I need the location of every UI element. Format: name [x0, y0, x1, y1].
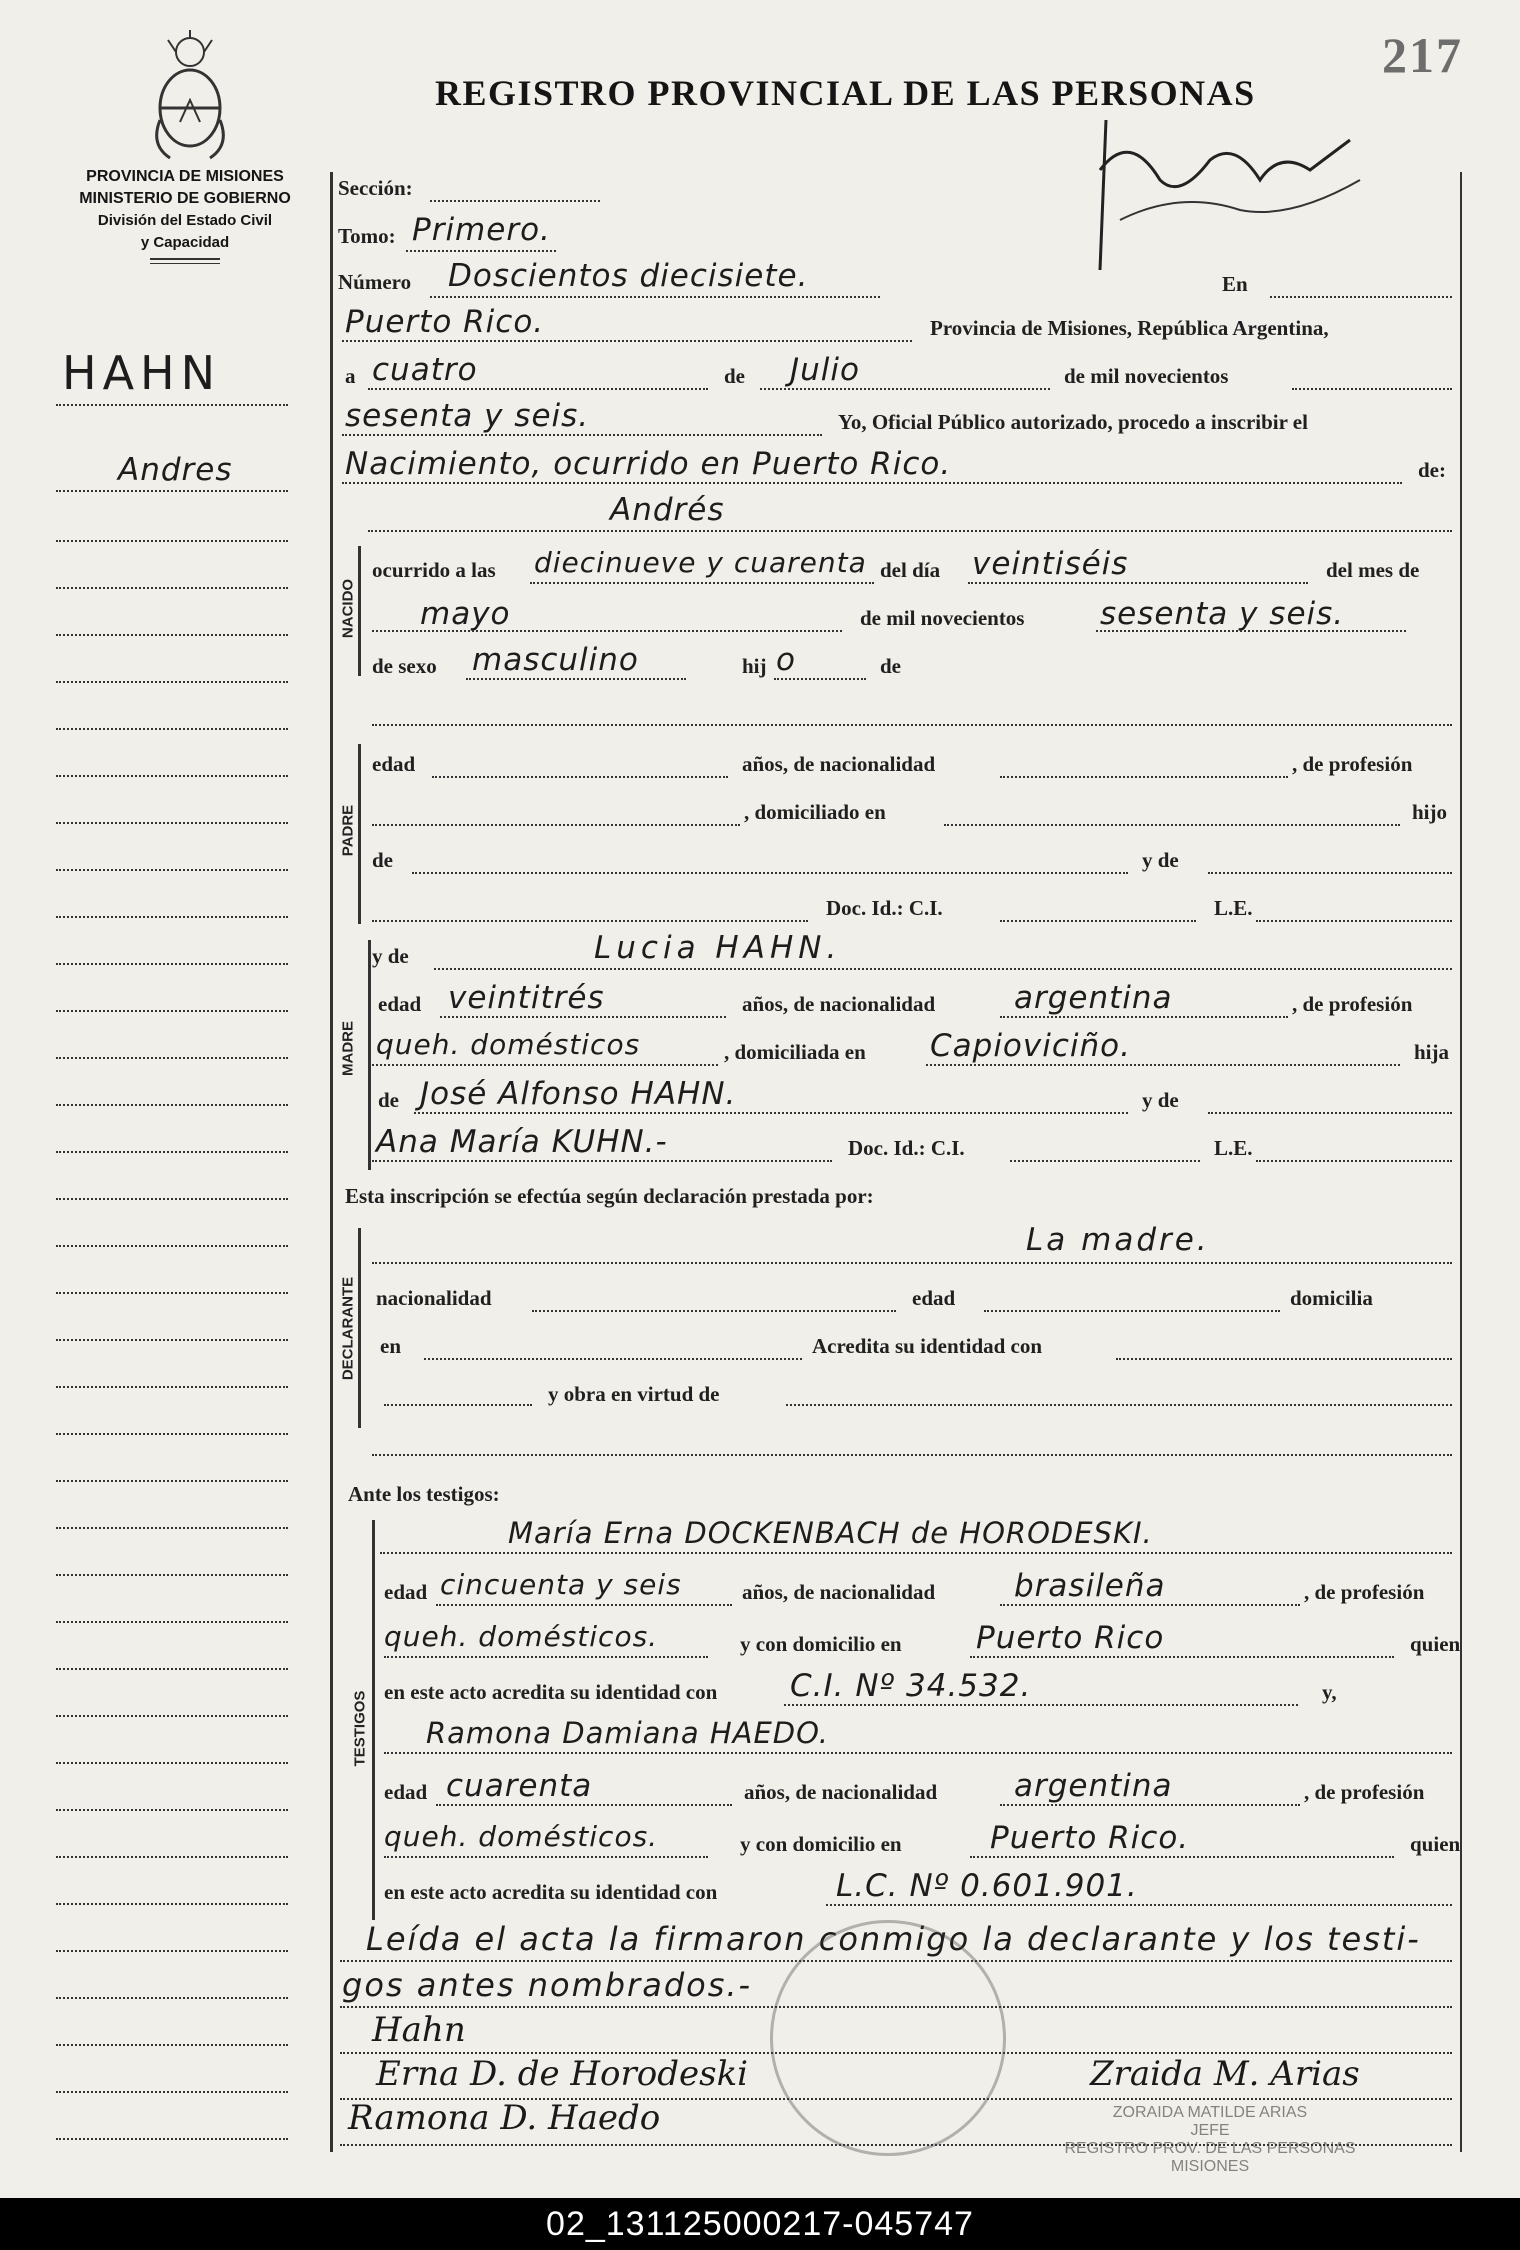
month-line [760, 388, 1050, 390]
margin-line [56, 1809, 288, 1811]
declarante-acredita-line [1116, 1358, 1452, 1360]
mother-parent2: Ana María KUHN.- [376, 1124, 668, 1160]
hijo-line [774, 678, 866, 680]
org-underline2 [150, 263, 220, 264]
w1-acredita-label: en este acto acredita su identidad con [384, 1680, 718, 1704]
closing-line1: Leída el acta la firmaron conmigo la declarante y los testi- [366, 1920, 1421, 1958]
scan-identifier: 02_131125000217-045747 [0, 2198, 1520, 2250]
witness2-age: cuarenta [446, 1768, 593, 1804]
place-line [342, 340, 912, 342]
declarante-edad-line [984, 1310, 1280, 1312]
margin-line [56, 1386, 288, 1388]
nacido-section-label: NACIDO [339, 578, 357, 639]
w2-acredita-label: en este acto acredita su identidad con [384, 1880, 718, 1904]
signature-witness1: Erna D. de Horodeski [376, 2054, 749, 2094]
padre-name-line [372, 724, 1452, 726]
margin-line [56, 2044, 288, 2046]
margin-line [56, 1997, 288, 1999]
madre-anos-label: años, de nacionalidad [742, 992, 936, 1016]
margin-line [56, 1433, 288, 1435]
padre-y-de-line [1208, 872, 1452, 874]
declarante-obra-line [786, 1404, 1452, 1406]
declarante-obra-pre-line [384, 1404, 532, 1406]
witness2-id: L.C. Nº 0.601.901. [836, 1868, 1138, 1904]
padre-prof-line [372, 824, 740, 826]
padre-edad-line [432, 776, 728, 778]
w2-edad-line [436, 1804, 732, 1806]
month-value: Julio [790, 352, 860, 388]
document-title: REGISTRO PROVINCIAL DE LAS PERSONAS [435, 73, 1256, 113]
org-province: PROVINCIA DE MISIONES [86, 168, 284, 185]
padre-doc-label: Doc. Id.: C.I. [826, 896, 943, 920]
w2-dom-line [970, 1856, 1394, 1858]
child-name-line [368, 530, 1452, 532]
madre-y-de2-label: y de [1142, 1088, 1179, 1112]
declarante-domicilio-label: domicilia [1290, 1286, 1373, 1310]
witness1-age: cincuenta y seis [440, 1568, 682, 1601]
signature-registrar: Zraida M. Arias [1090, 2054, 1360, 2094]
nacido-day-line [968, 582, 1308, 584]
declarante-edad-label: edad [912, 1286, 956, 1310]
padre-le-line [1256, 920, 1452, 922]
declarante-name-line [372, 1262, 1452, 1264]
numero-label: Número [338, 270, 412, 294]
mother-age: veintitrés [448, 980, 605, 1016]
day-line [368, 388, 708, 390]
mother-profession: queh. domésticos [376, 1028, 641, 1061]
mother-nationality: argentina [1014, 980, 1173, 1016]
margin-line [56, 1668, 288, 1670]
de-colon-label: de: [1418, 458, 1446, 482]
margin-line [56, 1198, 288, 1200]
stamp-title: JEFE [1190, 2122, 1230, 2139]
nacido-year-label: de mil novecientos [860, 606, 1025, 630]
madre-y-de-label: y de [372, 944, 409, 968]
province-label: Provincia de Misiones, República Argentina, [930, 316, 1329, 340]
madre-dom-line [926, 1064, 1400, 1066]
madre-domiciliada-label: , domiciliada en [724, 1040, 866, 1064]
madre-doc-label: Doc. Id.: C.I. [848, 1136, 965, 1160]
padre-de-line [412, 872, 1128, 874]
padre-bracket [358, 744, 361, 924]
stamp-name: ZORAIDA MATILDE ARIAS [1112, 2104, 1308, 2121]
en-label: En [1222, 272, 1248, 296]
page-number: 217 [1382, 27, 1463, 83]
declarante-obra-label: y obra en virtud de [548, 1382, 720, 1406]
w2-nac-line [1000, 1804, 1300, 1806]
margin-line [56, 681, 288, 683]
sexo-label: de sexo [372, 654, 437, 678]
declarante-section-label: DECLARANTE [339, 1276, 357, 1381]
act-line [342, 482, 1402, 484]
w2-edad-label: edad [384, 1780, 428, 1804]
declarante-intro: Esta inscripción se efectúa según declaración prestada por: [345, 1184, 874, 1208]
del-dia-label: del día [880, 558, 941, 582]
declarante-en-label: en [380, 1334, 401, 1358]
margin-line [56, 1903, 288, 1905]
padre-y-de-label: y de [1142, 848, 1179, 872]
nacido-de-label: de [880, 654, 901, 678]
madre-y-de2-line [1208, 1112, 1452, 1114]
org-capacity: y Capacidad [140, 234, 230, 251]
closing-line2: gos antes nombrados.- [342, 1966, 753, 2004]
margin-surname: HAHN [62, 346, 222, 400]
year-prefix-line [1292, 388, 1452, 390]
de-label: de [724, 364, 745, 388]
w1-profesion-label: , de profesión [1304, 1580, 1425, 1604]
margin-line [56, 1621, 288, 1623]
madre-profesion-label: , de profesión [1292, 992, 1413, 1016]
padre-hijo-label: hijo [1412, 800, 1448, 824]
margin-line [56, 1104, 288, 1106]
madre-bracket [368, 940, 371, 1170]
w2-domicilio-label: y con domicilio en [740, 1832, 902, 1856]
ocurrido-label: ocurrido a las [372, 558, 496, 582]
year-value: sesenta y seis. [345, 398, 590, 434]
margin-line [56, 869, 288, 871]
mother-name: Lucia HAHN. [594, 930, 842, 966]
nacido-bracket [358, 546, 361, 676]
stamp-province: MISIONES [1170, 2158, 1250, 2175]
margin-line [56, 1245, 288, 1247]
w1-domicilio-label: y con domicilio en [740, 1632, 902, 1656]
signature-witness2: Ramona D. Haedo [348, 2098, 661, 2138]
organization-block [60, 166, 310, 264]
testigos-section-label: TESTIGOS [351, 1690, 369, 1767]
declarante-bracket [358, 1228, 361, 1428]
witness1-profession: queh. domésticos. [384, 1620, 659, 1653]
witness1-nationality: brasileña [1014, 1568, 1166, 1604]
margin-line [56, 634, 288, 636]
padre-section-label: PADRE [339, 804, 357, 857]
witness2-name: Ramona Damiana HAEDO. [426, 1716, 829, 1750]
w2-anos-label: años, de nacionalidad [744, 1780, 938, 1804]
witness1-domicile: Puerto Rico [976, 1620, 1165, 1656]
declarante-nacionalidad-label: nacionalidad [376, 1286, 492, 1310]
numero-line [430, 296, 880, 298]
registrar-signature-icon [1060, 110, 1390, 280]
padre-profesion-label: , de profesión [1292, 752, 1413, 776]
margin-line [56, 1057, 288, 1059]
org-ministry: MINISTERIO DE GOBIERNO [79, 190, 291, 207]
padre-dom-line [944, 824, 1400, 826]
statement-text: Yo, Oficial Público autorizado, procedo a inscribir el [838, 410, 1308, 434]
hour-line [530, 582, 874, 584]
w1-edad-label: edad [384, 1580, 428, 1604]
tomo-value: Primero. [412, 212, 551, 248]
nacido-month-line [372, 630, 842, 632]
frame-left-border [330, 172, 333, 2152]
declarante-extra-line [372, 1454, 1452, 1456]
margin-line [56, 1715, 288, 1717]
signature-declarante: Hahn [372, 2010, 466, 2050]
margin-line [56, 1856, 288, 1858]
madre-hija-label: hija [1414, 1040, 1450, 1064]
margin-line [56, 1010, 288, 1012]
declarante-nac-line [532, 1310, 896, 1312]
margin-line [56, 404, 288, 406]
seccion-line [430, 200, 600, 202]
day-value: cuatro [372, 352, 478, 388]
w1-anos-label: años, de nacionalidad [742, 1580, 936, 1604]
hour-value: diecinueve y cuarenta [534, 546, 867, 579]
margin-line [56, 963, 288, 965]
child-name: Andrés [610, 492, 725, 528]
madre-edad-label: edad [378, 992, 422, 1016]
madre-le-label: L.E. [1214, 1136, 1253, 1160]
madre-name-line [434, 968, 1452, 970]
mother-domicile: Capioviciño. [930, 1028, 1131, 1064]
mother-parent1: José Alfonso HAHN. [420, 1076, 737, 1112]
sex-value: masculino [472, 642, 639, 678]
hijo-suffix-value: o [776, 642, 796, 678]
registrar-stamp [1060, 2104, 1360, 2176]
margin-line [56, 822, 288, 824]
a-label: a [345, 364, 356, 388]
margin-line [56, 540, 288, 542]
witness2-name-line [384, 1752, 1452, 1754]
stamp-office: REGISTRO PROV. DE LAS PERSONAS [1064, 2140, 1356, 2157]
nacido-year-value: sesenta y seis. [1100, 596, 1345, 632]
nacido-year-line [1096, 630, 1406, 632]
witness1-name-line [380, 1552, 1452, 1554]
margin-line [56, 916, 288, 918]
w2-id-line [826, 1904, 1452, 1906]
nacido-month-value: mayo [420, 596, 511, 632]
del-mes-label: del mes de [1326, 558, 1420, 582]
padre-de-label: de [372, 848, 393, 872]
margin-line [56, 1292, 288, 1294]
witness2-nationality: argentina [1014, 1768, 1173, 1804]
margin-line [56, 587, 288, 589]
madre-de-label: de [378, 1088, 399, 1112]
w1-quien-label: quien [1410, 1632, 1461, 1656]
numero-value: Doscientos diecisiete. [448, 258, 809, 294]
tomo-line [406, 250, 556, 252]
declarante-en-line [424, 1358, 802, 1360]
margin-line [56, 1950, 288, 1952]
padre-anos-label: años, de nacionalidad [742, 752, 936, 776]
year-prefix-label: de mil novecientos [1064, 364, 1229, 388]
margin-line [56, 1480, 288, 1482]
witness1-id: C.I. Nº 34.532. [790, 1668, 1032, 1704]
margin-line [56, 728, 288, 730]
nacido-day-value: veintiséis [972, 546, 1129, 582]
w1-id-line [784, 1704, 1298, 1706]
act-value: Nacimiento, ocurrido en Puerto Rico. [345, 446, 952, 482]
hijo-label: hij [742, 654, 767, 678]
sex-line [466, 678, 686, 680]
madre-parent2-line [372, 1160, 832, 1162]
padre-doc-line [372, 920, 808, 922]
madre-le-line [1256, 1160, 1452, 1162]
margin-line [56, 1339, 288, 1341]
margin-line [56, 775, 288, 777]
padre-le-label: L.E. [1214, 896, 1253, 920]
witness2-domicile: Puerto Rico. [990, 1820, 1190, 1856]
padre-nac-line [1000, 776, 1288, 778]
witness1-name: María Erna DOCKENBACH de HORODESKI. [508, 1516, 1153, 1550]
testigos-intro: Ante los testigos: [348, 1482, 500, 1506]
place-value: Puerto Rico. [345, 304, 545, 340]
padre-domiciliado-label: , domiciliado en [744, 800, 886, 824]
madre-ci-line [1010, 1160, 1200, 1162]
w2-prof-line [384, 1856, 708, 1858]
seccion-label: Sección: [338, 176, 413, 200]
madre-edad-line [440, 1016, 726, 1018]
margin-line [56, 490, 288, 492]
margin-line [56, 1574, 288, 1576]
margin-line [56, 1527, 288, 1529]
madre-prof-line [372, 1064, 718, 1066]
madre-nac-line [1000, 1016, 1288, 1018]
padre-ci-line [1000, 920, 1196, 922]
w2-profesion-label: , de profesión [1304, 1780, 1425, 1804]
year-line [342, 434, 822, 436]
org-underline [150, 258, 220, 260]
declarante-acredita-label: Acredita su identidad con [812, 1334, 1043, 1358]
w1-nac-line [1000, 1604, 1300, 1606]
tomo-label: Tomo: [338, 224, 396, 248]
w1-edad-line [436, 1604, 732, 1606]
madre-parent1-line [414, 1112, 1128, 1114]
margin-line [56, 1762, 288, 1764]
margin-line [56, 2138, 288, 2140]
margin-given-name: Andres [118, 452, 233, 488]
org-division: División del Estado Civil [97, 212, 273, 229]
padre-edad-label: edad [372, 752, 416, 776]
en-line [1270, 296, 1452, 298]
w1-y-label: y, [1322, 1680, 1337, 1704]
testigos-bracket [372, 1520, 375, 1920]
witness2-profession: queh. domésticos. [384, 1820, 659, 1853]
w1-dom-line [970, 1656, 1394, 1658]
w2-quien-label: quien [1410, 1832, 1461, 1856]
margin-line [56, 2091, 288, 2093]
coat-of-arms-icon [150, 30, 230, 165]
w1-prof-line [384, 1656, 708, 1658]
frame-right-border [1460, 172, 1462, 2152]
margin-line [56, 1151, 288, 1153]
declarante-name: La madre. [1026, 1222, 1210, 1258]
madre-section-label: MADRE [339, 1021, 357, 1076]
official-seal-stamp [770, 1920, 1006, 2156]
